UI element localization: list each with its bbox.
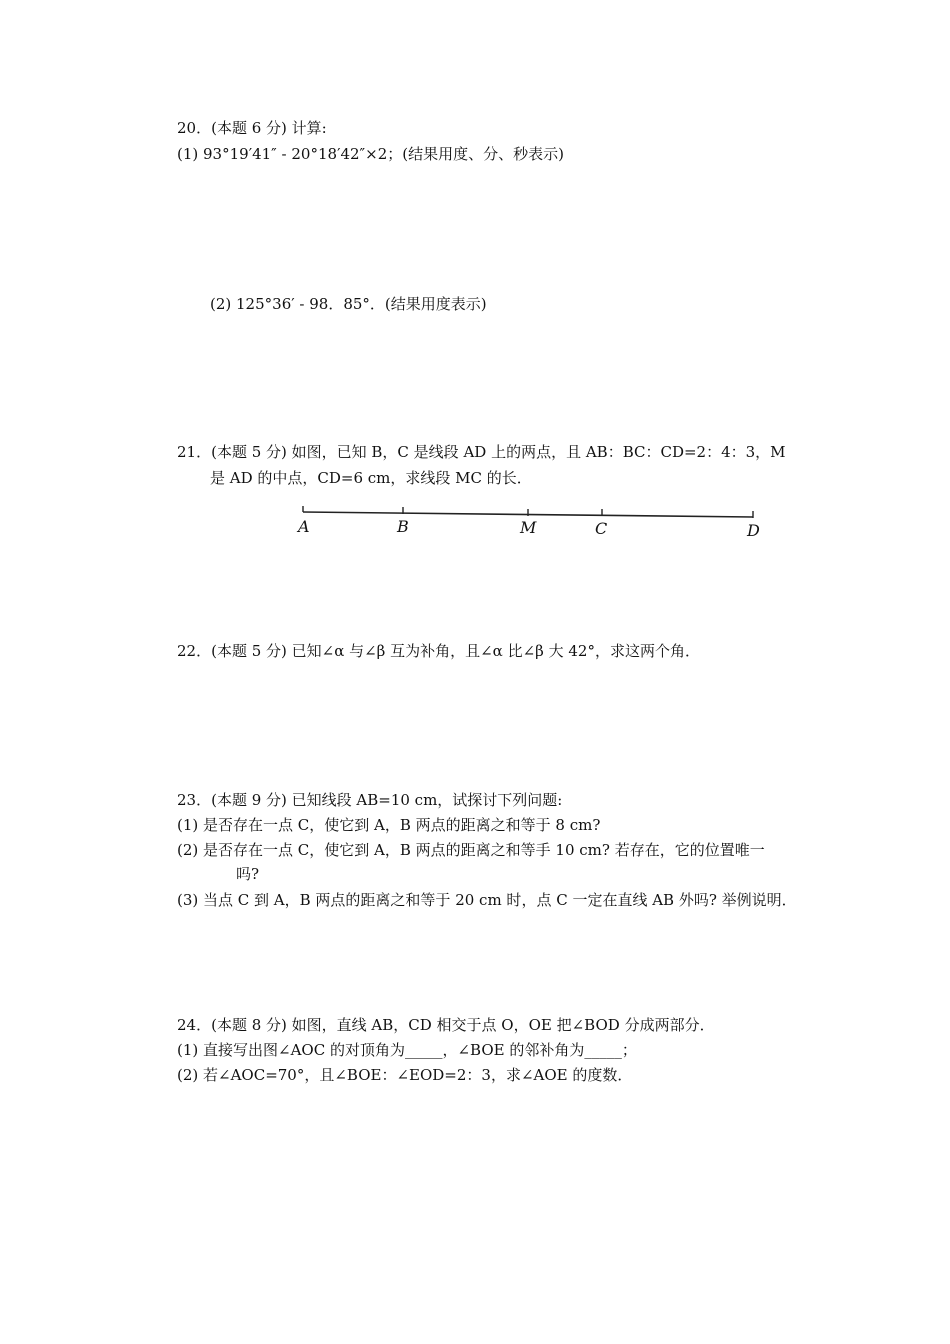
q24-part1: (1) 直接写出图∠AOC 的对顶角为_____，∠BOE 的邻补角为_____； (177, 1041, 637, 1059)
q22-line1: 22．(本题 5 分) 已知∠α 与∠β 互为补角，且∠α 比∠β 大 42°，求这两个角． (177, 642, 700, 660)
q23-part3: (3) 当点 C 到 A，B 两点的距离之和等于 20 cm 时，点 C 一定在直线 AB 外吗? 举例说明． (177, 891, 797, 909)
q24-title: 24．(本题 8 分) 如图，直线 AB，CD 相交于点 O，OE 把∠BOD 分成两部分． (177, 1016, 715, 1034)
q23-part1: (1) 是否存在一点 C，使它到 A，B 两点的距离之和等于 8 cm? (177, 816, 601, 834)
q21-line2: 是 AD 的中点，CD=6 cm，求线段 MC 的长． (210, 469, 532, 487)
label-c: C (595, 519, 608, 538)
label-m: M (520, 518, 537, 537)
segment-diagram (300, 500, 760, 545)
q23-part2a: (2) 是否存在一点 C，使它到 A，B 两点的距离之和等手 10 cm? 若存在，它的位置唯一 (177, 841, 765, 859)
q20-title: 20．(本题 6 分) 计算: (177, 119, 327, 137)
q21-line1: 21．(本题 5 分) 如图，已知 B，C 是线段 AD 上的两点，且 AB：BC：CD=2：4：3，M (177, 443, 786, 461)
label-b: B (397, 517, 409, 536)
q20-part1: (1) 93°19′41″ - 20°18′42″×2；(结果用度、分、秒表示) (177, 145, 564, 163)
label-d: D (747, 521, 760, 540)
q23-title: 23．(本题 9 分) 已知线段 AB=10 cm，试探讨下列问题: (177, 791, 563, 809)
segment-figure (300, 500, 760, 545)
q23-part2b: 吗? (236, 865, 260, 883)
label-a: A (298, 517, 310, 536)
q20-part2: (2) 125°36′ - 98．85°．(结果用度表示) (210, 295, 487, 313)
q24-part2: (2) 若∠AOC=70°，且∠BOE：∠EOD=2：3，求∠AOE 的度数． (177, 1066, 633, 1084)
